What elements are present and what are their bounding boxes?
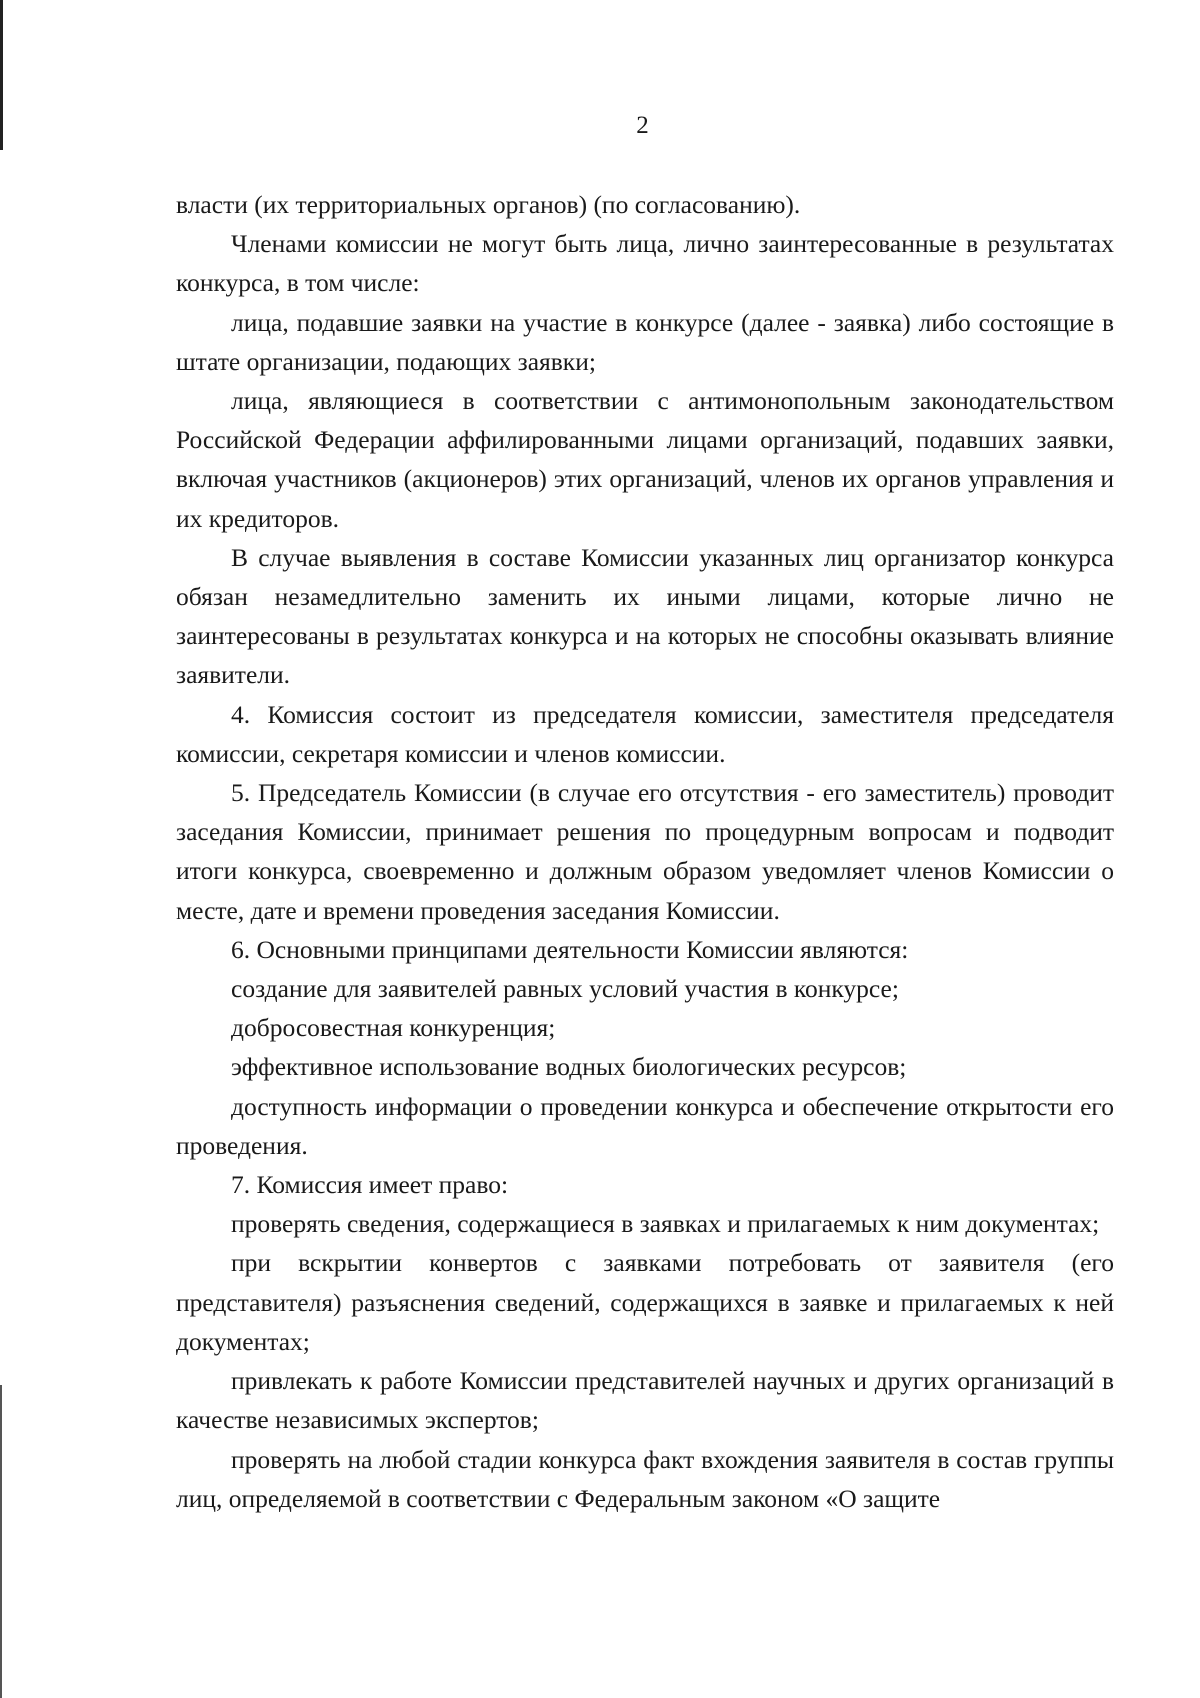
paragraph-principle-transparency: доступность информации о проведении конкурса и обеспечение открытости его проведения. <box>176 1091 1114 1160</box>
paragraph-principle-competition: добросовестная конкуренция; <box>231 1013 556 1043</box>
scan-edge-mark-lower <box>0 1385 2 1698</box>
paragraph-applicants: лица, подавшие заявки на участие в конкурсе (далее - заявка) либо состоящие в штате организации, подающих заявки; <box>176 307 1114 376</box>
paragraph-item-4: 4. Комиссия состоит из председателя комиссии, заместителя председателя комиссии, секретаря комиссии и членов комиссии. <box>176 699 1114 768</box>
document-body <box>176 185 1114 1518</box>
paragraph-commission-members: Членами комиссии не могут быть лица, лично заинтересованные в результатах конкурса, в том числе: <box>176 229 1114 298</box>
paragraph-right-experts: привлекать к работе Комиссии представителей научных и других организаций в качестве независимых экспертов; <box>176 1366 1114 1435</box>
page-number: 2 <box>636 112 649 139</box>
paragraph-item-5: 5. Председатель Комиссии (в случае его отсутствия - его заместитель) проводит заседания Комиссии, принимает решения по процедурным вопросам и подводит итоги конкурса, своевременно и должным образом уведомляет членов Комиссии о месте, дате и времени проведения заседания Комиссии. <box>176 778 1114 925</box>
paragraph-affiliated-persons: лица, являющиеся в соответствии с антимонопольным законодательством Российской Федерации аффилированными лицами организаций, подавших заявки, включая участников (акционеров) этих организаций, членов их органов управления и их кредиторов. <box>176 386 1114 533</box>
paragraph-right-clarification: при вскрытии конвертов с заявками потребовать от заявителя (его представителя) разъяснения сведений, содержащихся в заявке и прилагаемых к ней документах; <box>176 1248 1114 1356</box>
paragraph-item-7: 7. Комиссия имеет право: <box>231 1170 509 1200</box>
paragraph-principle-efficient-use: эффективное использование водных биологических ресурсов; <box>231 1052 907 1082</box>
paragraph-right-verify: проверять сведения, содержащиеся в заявках и прилагаемых к ним документах; <box>231 1209 1100 1239</box>
paragraph-principle-equal-conditions: создание для заявителей равных условий участия в конкурсе; <box>231 974 899 1004</box>
paragraph-item-6: 6. Основными принципами деятельности Комиссии являются: <box>231 934 909 964</box>
paragraph-continuation: власти (их территориальных органов) (по согласованию). <box>176 190 801 219</box>
paragraph-right-group-check: проверять на любой стадии конкурса факт вхождения заявителя в состав группы лиц, определяемой в соответствии с Федеральным законом «О защите <box>176 1444 1114 1513</box>
paragraph-replacement: В случае выявления в составе Комиссии указанных лиц организатор конкурса обязан незамедлительно заменить их иными лицами, которые лично не заинтересованы в результатах конкурса и на которых не способны оказывать влияние заявители. <box>176 542 1114 690</box>
